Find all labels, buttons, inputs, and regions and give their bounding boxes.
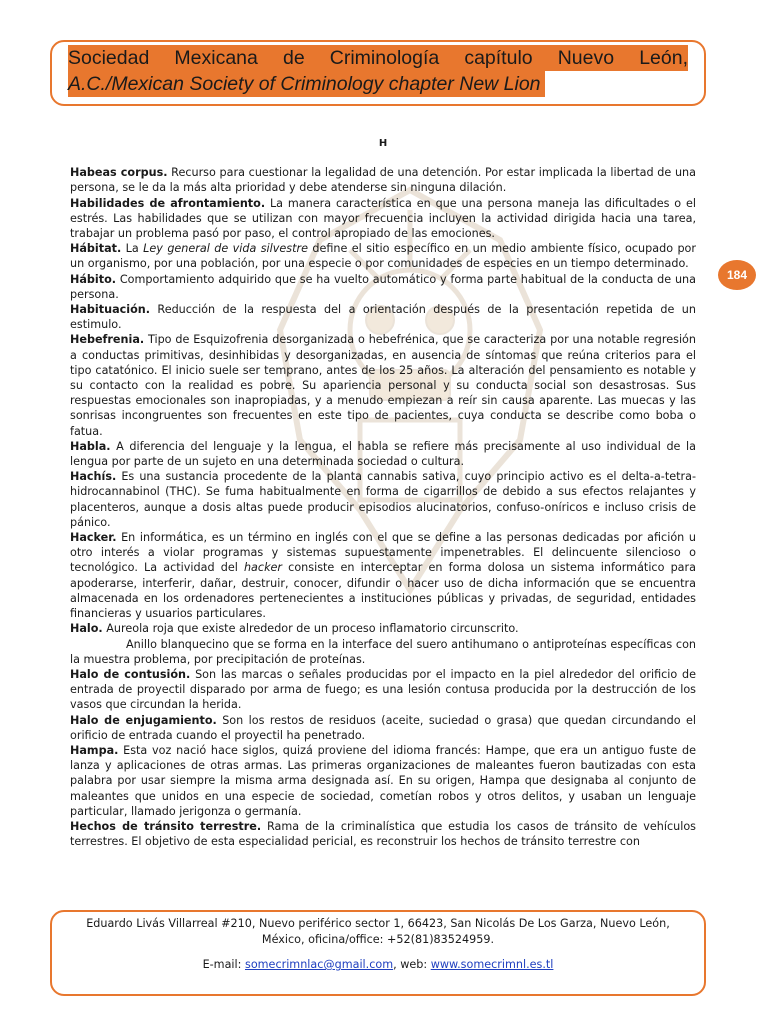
entry-text: Aureola roja que existe alrededor de un proceso inflamatorio circunscrito. (102, 622, 519, 636)
footer-address-line1: Eduardo Livás Villarreal #210, Nuevo periférico sector 1, 66423, San Nicolás De Los Garza, Nuevo León, (86, 917, 670, 930)
entry-text: Reducción de la respuesta del a orientación después de la presentación repetida de un estimulo. (70, 303, 696, 332)
entry-term: Habla. (70, 439, 111, 453)
entry-term: Habilidades de afrontamiento. (70, 196, 266, 210)
entry-text: Es una sustancia procedente de la planta cannabis sativa, cuyo principio activo es el delta-a-tetra-hidrocannabinol (THC). Se fuma habitualmente en forma de cigarrillos de debido a sus efectos relajantes y placenteros, aunque a dosis altas puede producir episodios alucinatorios, confuso-oníricos e incluso crisis de pánico. (70, 470, 696, 529)
entry-term: Habeas corpus. (70, 166, 168, 180)
entry-hebefrenia (70, 332, 696, 438)
footer-address-line2: México, oficina/office: +52(81)83524959. (261, 932, 495, 946)
entry-term: Hacker. (70, 531, 117, 545)
header-title: Sociedad Mexicana de Criminología capítulo Nuevo León, (68, 47, 688, 69)
entry-term: Hebefrenia. (70, 333, 145, 347)
entry-term: Hábitat. (70, 242, 122, 256)
entry-halo-enjugamiento (70, 713, 696, 743)
entry-term: Halo de contusión. (70, 667, 191, 681)
entry-text: La manera característica en que una persona maneja las dificultades o el estrés. Las habilidades que se utilizan con mayor frecuencia incluyen la actividad dirigida hacia una tarea, trabajar un problema pasó por paso, el control apropiado de las emociones. (70, 196, 696, 241)
entry-term: Hechos de tránsito terrestre. (70, 819, 262, 833)
entry-text: Tipo de Esquizofrenia desorganizada o hebefrénica, que se caracteriza por una notable regresión a conductas primitivas, desinhibidas y desorganizadas, en ausencia de síntomas que reúna criterios para el tipo catatónico. El inicio suele ser temprano, antes de los 25 años. La alteración del pensamiento es notable y su contacto con la realidad es pobre. Su apariencia personal y su conducta social son desastrosas. Sus respuestas emocionales son inapropiadas, y a menudo empiezan a reír sin causa aparente. Las muecas y las sonrisas incongruentes son frecuentes en este tipo de pacientes, cuya conducta se describe como boba o fatua. (70, 333, 696, 438)
footer-links (52, 957, 704, 973)
section-letter: H (378, 138, 388, 149)
entry-term: Hampa. (70, 743, 119, 757)
header-banner (50, 40, 706, 106)
entry-term: Halo de enjugamiento. (70, 713, 217, 727)
entry-halo-contusion (70, 667, 696, 713)
entry-text: Rama de la criminalística que estudia los casos de tránsito de vehículos terrestres. El objetivo de esta especialidad pericial, es reconstruir los hechos de tránsito terrestre con (70, 819, 696, 849)
entry-text-pre: La (121, 242, 144, 256)
glossary-content (70, 136, 696, 849)
entry-text: Anillo blanquecino que se forma en la interface del suero antihumano o antiproteínas específicas con la muestra problema, por precipitación de proteínas. (70, 637, 696, 666)
entry-text: define el sitio específico en un medio ambiente físico, ocupado por un organismo, por una población, por una especie o por comunidades de especies en un tiempo determinado. (70, 242, 696, 271)
entry-habituacion (70, 302, 696, 332)
entry-italic: hacker (243, 561, 283, 575)
entry-text: Esta voz nació hace siglos, quizá proviene del idioma francés: Hampe, que era un antiguo fuste de lanza y aplicaciones de otras armas. Las primeras organizaciones de maleantes fueron bautizadas con esta palabra por usar siempre la misma arma designada así. En su origen, Hampa que designaba al conjunto de maleantes que unidos en una especie de sociedad, cometían robos y otros delitos, y usaban un lenguaje particular, llamado jerigonza o germanía. (70, 743, 696, 818)
entry-text-pre: En informática, es un término en inglés con el que se define a las personas dedicadas por afición u otro interés a violar programas y sistemas supuestamente impenetrables. El delincuente silencioso o tecnológico. La actividad del (70, 531, 696, 575)
entry-term: Habituación. (70, 303, 150, 317)
footer-contact (50, 910, 706, 996)
entry-habilidades (70, 196, 696, 242)
entry-halo-second-meaning (70, 637, 696, 667)
entry-text: Recurso para cuestionar la legalidad de una detención. Por estar implicada la libertad de una persona, se le da la más alta prioridad y debe atenderse sin ninguna dilación. (70, 166, 696, 195)
entry-term: Hábito. (70, 272, 117, 286)
entry-text: Comportamiento adquirido que se ha vuelto automático y forma parte habitual de la conducta de una persona. (70, 272, 696, 301)
entry-hacker (70, 530, 696, 621)
entry-habla (70, 439, 696, 469)
email-link[interactable]: somecrimnlac@gmail.com (244, 958, 394, 971)
entry-hachis (70, 469, 696, 530)
entry-habitat (70, 241, 696, 271)
entry-habeas-corpus (70, 165, 696, 195)
entry-text: Son los restos de residuos (aceite, suciedad o grasa) que quedan circundando el orificio de entrada cuando el proyectil ha penetrado. (70, 713, 696, 742)
entry-italic: Ley general de vida silvestre (143, 242, 308, 256)
entry-text: Son las marcas o señales producidas por el impacto en la piel alrededor del orificio de entrada de proyectil disparado por arma de fuego; es una lesión contusa producida por la destrucción de los vasos que circundan la herida. (70, 667, 696, 712)
entry-hechos-transito (70, 819, 696, 849)
web-label: , web: (393, 958, 431, 971)
entry-halo (70, 621, 696, 636)
entry-term: Halo. (70, 622, 103, 636)
email-label: E-mail: (202, 958, 245, 971)
page-number-badge: 184 (718, 260, 756, 290)
entry-text: A diferencia del lenguaje y la lengua, el habla se refiere más precisamente al uso individual de la lengua por parte de un sujeto en una determinada sociedad o cultura. (70, 439, 696, 469)
entry-hampa (70, 743, 696, 819)
entry-text: consiste en interceptar en forma dolosa un sistema informático para apoderarse, interferir, dañar, destruir, conocer, difundir o hacer uso de dicha información que se encuentra almacenada en los ordenadores pertenecientes a instituciones públicas y privadas, de seguridad, entidades financieras y usuarios particulares. (70, 561, 696, 621)
entry-term: Hachís. (70, 470, 117, 484)
header-subtitle: A.C./Mexican Society of Criminology chapter New Lion (68, 71, 545, 97)
web-link[interactable]: www.somecrimnl.es.tl (430, 958, 554, 971)
entry-habito (70, 272, 696, 302)
